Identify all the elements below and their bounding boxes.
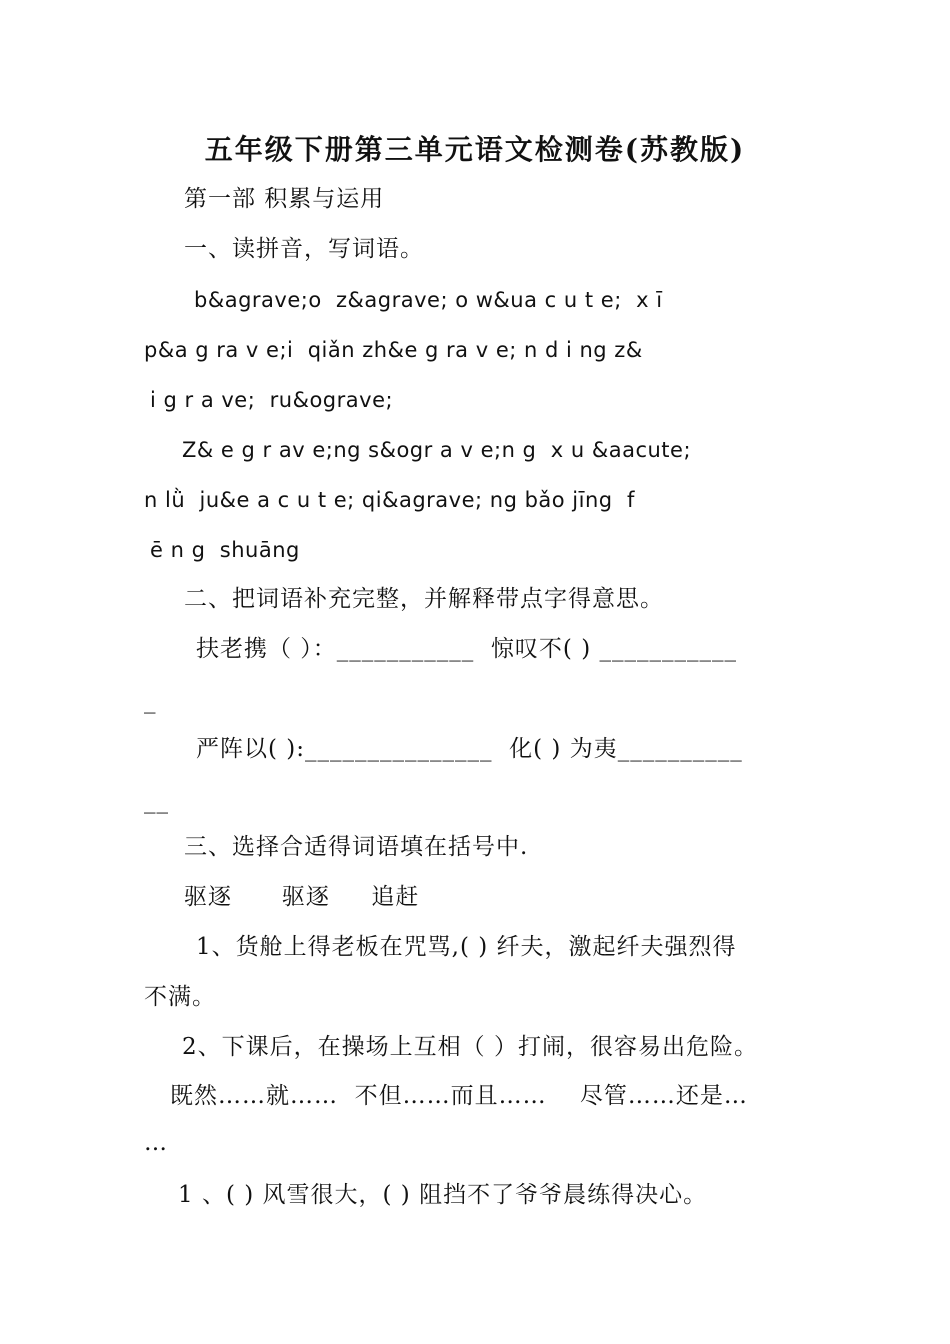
word-choices: 驱逐 驱逐 追赶	[184, 884, 420, 910]
conjunction-choices-wrap: …	[144, 1130, 168, 1156]
pinyin-line-4: Z& e g r av e;ng s&ogr a v e;n g x u &aacute;	[182, 438, 692, 462]
sentence-2: 2、下课后，在操场上互相（ ）打闹，很容易出危险。	[182, 1034, 758, 1060]
idiom-row-1: 扶老携（ ）：___________ 惊叹不( ) ___________	[196, 636, 738, 662]
conjunction-choices: 既然……就…… 不但……而且…… 尽管……还是…	[170, 1083, 748, 1109]
question-2-heading: 二、把词语补充完整，并解释带点字得意思。	[184, 586, 664, 612]
pinyin-line-5: n lǜ ju&e a c u t e; qi&agrave; ng bǎo jīng f	[144, 488, 635, 512]
pinyin-line-1: b&agrave;o z&agrave; o w&ua c u t e; x ī	[194, 288, 663, 312]
idiom-row-2-wrap: __	[144, 788, 169, 814]
pinyin-line-3: i g r a ve; ru&ograve;	[150, 388, 394, 412]
sentence-1: 1、货舱上得老板在咒骂,( ) 纤夫，激起纤夫强烈得	[196, 934, 737, 960]
sentence-3: 1 、( ) 风雪很大，( ) 阻挡不了爷爷晨练得决心。	[178, 1182, 708, 1208]
page-title: 五年级下册第三单元语文检测卷(苏教版)	[204, 133, 746, 166]
idiom-row-2: 严阵以( ):_______________ 化( ) 为夷__________	[196, 736, 743, 762]
part-heading: 第一部 积累与运用	[184, 186, 385, 212]
question-3-heading: 三、选择合适得词语填在括号中.	[184, 834, 529, 860]
sentence-1-wrap: 不满。	[144, 984, 216, 1010]
pinyin-line-6: ē n g shuāng	[150, 538, 300, 562]
idiom-row-1-wrap: _	[144, 688, 157, 714]
question-1-heading: 一、读拼音，写词语。	[184, 236, 424, 262]
pinyin-line-2: p&a g ra v e;i qiǎn zh&e g ra v e; n d i ng z&	[144, 338, 643, 362]
